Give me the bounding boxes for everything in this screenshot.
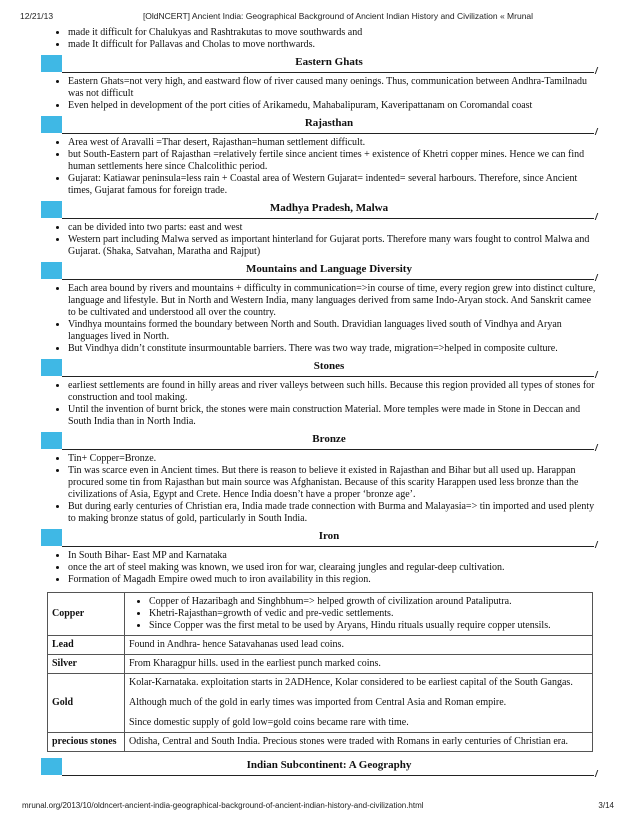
section-rule-tail — [591, 213, 599, 220]
paragraph: Kolar-Karnataka. exploitation starts in 2ADHence, Kolar considered to be earliest capital of the South Gangas. — [129, 677, 573, 688]
paragraph: Although much of the gold in early times was imported from Central Asia and Roman empire. — [129, 697, 507, 708]
section-marker — [41, 262, 62, 279]
list-item: • Gujarat: Katiawar peninsula=less rain + Coastal area of Western Gujarat= indented= several harbours. Therefore, since Ancient times, Gujarat famous for foreign trade. — [68, 173, 596, 197]
section-title: Iron — [318, 530, 340, 542]
section-marker — [41, 758, 62, 775]
page-number: 3/14 — [598, 801, 614, 810]
section-rule-tail — [591, 67, 599, 74]
section-rule — [62, 218, 594, 219]
print-footer — [22, 801, 614, 813]
table-row — [48, 733, 593, 752]
list-item: • Copper of Hazaribagh and Singhbhum=> helped growth of civilization around Pataliputra. — [149, 596, 588, 608]
section-marker — [41, 201, 62, 218]
stones-list — [48, 380, 596, 428]
list-item: • Formation of Magadh Empire owed much to iron availability in this region. — [68, 574, 596, 586]
list-item: • Each area bound by rivers and mountains + difficulty in communication=>in course of time, every region grew into distinct culture, language and lifestyle. But in North and Western India, many languages derived from same Indo-Aryan stock. And Sanskrit camee to be cultivated and understood all over the country. — [68, 283, 596, 319]
section-title: Madhya Pradesh, Malwa — [269, 202, 389, 214]
section-marker — [41, 55, 62, 72]
table-row — [48, 655, 593, 674]
section-rule — [62, 376, 594, 377]
list-item: • made it difficult for Chalukyas and Rashtrakutas to move southwards and — [68, 27, 596, 39]
bronze-list — [48, 453, 596, 525]
section-rule-tail — [591, 541, 599, 548]
section-rule — [62, 775, 594, 776]
list-item: • Tin+ Copper=Bronze. — [68, 453, 596, 465]
section-title: Bronze — [312, 433, 346, 445]
article-body — [48, 27, 596, 779]
list-item: • once the art of steel making was known, we used iron for war, clearaing jungles and regular-deep cultivation. — [68, 562, 596, 574]
row-content — [125, 674, 593, 733]
print-page-title: [OldNCERT] Ancient India: Geographical Background of Ancient Indian History and Civilization « Mrunal — [142, 11, 534, 21]
section-rule-tail — [591, 770, 599, 777]
section-heading-madhya-pradesh — [48, 200, 596, 219]
list-item: • made It difficult for Pallavas and Cholas to move northwards. — [68, 39, 596, 51]
section-heading-bronze — [48, 431, 596, 450]
section-rule — [62, 133, 594, 134]
section-marker — [41, 432, 62, 449]
section-title: Stones — [313, 360, 345, 372]
section-heading-indian-subcontinent — [48, 757, 596, 776]
row-label: Gold — [48, 674, 125, 733]
list-item: • Since Copper was the first metal to be used by Aryans, Hindu rituals usually require copper utensils. — [149, 620, 588, 632]
section-heading-iron — [48, 528, 596, 547]
row-content: From Kharagpur hills. used in the earliest punch marked coins. — [125, 655, 593, 674]
list-item: • Area west of Aravalli =Thar desert, Rajasthan=human settlement difficult. — [68, 137, 596, 149]
list-item: • In South Bihar- East MP and Karnataka — [68, 550, 596, 562]
section-title: Mountains and Language Diversity — [246, 263, 412, 275]
print-header — [20, 11, 616, 23]
intro-list — [48, 27, 596, 51]
section-title: Rajasthan — [304, 117, 354, 129]
section-heading-eastern-ghats — [48, 54, 596, 73]
paragraph: Since domestic supply of gold low=gold coins became rare with time. — [129, 717, 409, 728]
section-rule-tail — [591, 371, 599, 378]
section-rule — [62, 449, 594, 450]
print-date: 12/21/13 — [20, 11, 54, 21]
list-item: • Eastern Ghats=not very high, and eastward flow of river caused many oenings. Thus, communication between Andhra-Tamilnadu was not difficult — [68, 76, 596, 100]
list-item: • Until the invention of burnt brick, the stones were main construction Material. More temples were made in Stone in Deccan and South India than in North India. — [68, 404, 596, 428]
row-label: precious stones — [48, 733, 125, 752]
section-heading-mountains-language — [48, 261, 596, 280]
section-rule-tail — [591, 128, 599, 135]
section-rule — [62, 72, 594, 73]
table-row — [48, 636, 593, 655]
print-url: mrunal.org/2013/10/oldncert-ancient-india-geographical-background-of-ancient-indian-history-and-civilization.html — [22, 801, 424, 810]
list-item: • can be divided into two parts: east and west — [68, 222, 596, 234]
eastern-ghats-list — [48, 76, 596, 112]
table-row — [48, 593, 593, 636]
list-item: • Western part including Malwa served as important hinterland for Gujarat ports. Therefore many wars fought to control Malwa and Gujarat. (Shaka, Satvahan, Maratha and Rajput) — [68, 234, 596, 258]
row-content: Found in Andhra- hence Satavahanas used lead coins. — [125, 636, 593, 655]
copper-list — [129, 596, 588, 632]
list-item: • earliest settlements are found in hilly areas and river valleys between such hills. Because this region provided all types of stones for construction and tool making. — [68, 380, 596, 404]
madhya-pradesh-list — [48, 222, 596, 258]
row-label: Silver — [48, 655, 125, 674]
row-content: Odisha, Central and South India. Precious stones were traded with Romans in early centuries of Christian era. — [125, 733, 593, 752]
row-label: Copper — [48, 593, 125, 636]
section-rule — [62, 279, 594, 280]
section-rule — [62, 546, 594, 547]
section-title: Eastern Ghats — [295, 56, 363, 68]
metals-table — [47, 592, 593, 752]
mountains-language-list — [48, 283, 596, 355]
list-item: • But Vindhya didn’t constitute insurmountable barriers. There was two way trade, migration=>helped in composite culture. — [68, 343, 596, 355]
rajasthan-list — [48, 137, 596, 197]
section-marker — [41, 116, 62, 133]
section-rule-tail — [591, 274, 599, 281]
list-item: • Khetri-Rajasthan=growth of vedic and pre-vedic settlements. — [149, 608, 588, 620]
list-item: • But during early centuries of Christian era, India made trade connection with Burma and Malayasia=> tin imported and used plenty to making bronze status of gold, particularly in South India. — [68, 501, 596, 525]
section-rule-tail — [591, 444, 599, 451]
list-item: • Vindhya mountains formed the boundary between North and South. Dravidian languages lived south of Vindhya and Aryan languages lived in North. — [68, 319, 596, 343]
section-heading-stones — [48, 358, 596, 377]
table-row — [48, 674, 593, 733]
section-marker — [41, 359, 62, 376]
list-item: • Tin was scarce even in Ancient times. But there is reason to believe it existed in Rajasthan and Bihar but all used up. Harappan procured some tin from Rajasthan but main source was Afghanistan. Because of this scarity Harappen used less bronze than the civilizations of Asia, Egypt and Crete. Hence India doesn’t have a proper ‘bronze age’. — [68, 465, 596, 501]
list-item: • Even helped in development of the port cities of Arikamedu, Mahabalipuram, Kaveripattanam on Coromandal coast — [68, 100, 596, 112]
section-marker — [41, 529, 62, 546]
row-content — [125, 593, 593, 636]
list-item: • but South-Eastern part of Rajasthan =relatively fertile since ancient times + existence of Khetri copper mines. Hence we can find human settlements here since Chalcolithic period. — [68, 149, 596, 173]
section-title: Indian Subcontinent: A Geography — [246, 759, 412, 771]
row-label: Lead — [48, 636, 125, 655]
section-heading-rajasthan — [48, 115, 596, 134]
iron-list — [48, 550, 596, 586]
